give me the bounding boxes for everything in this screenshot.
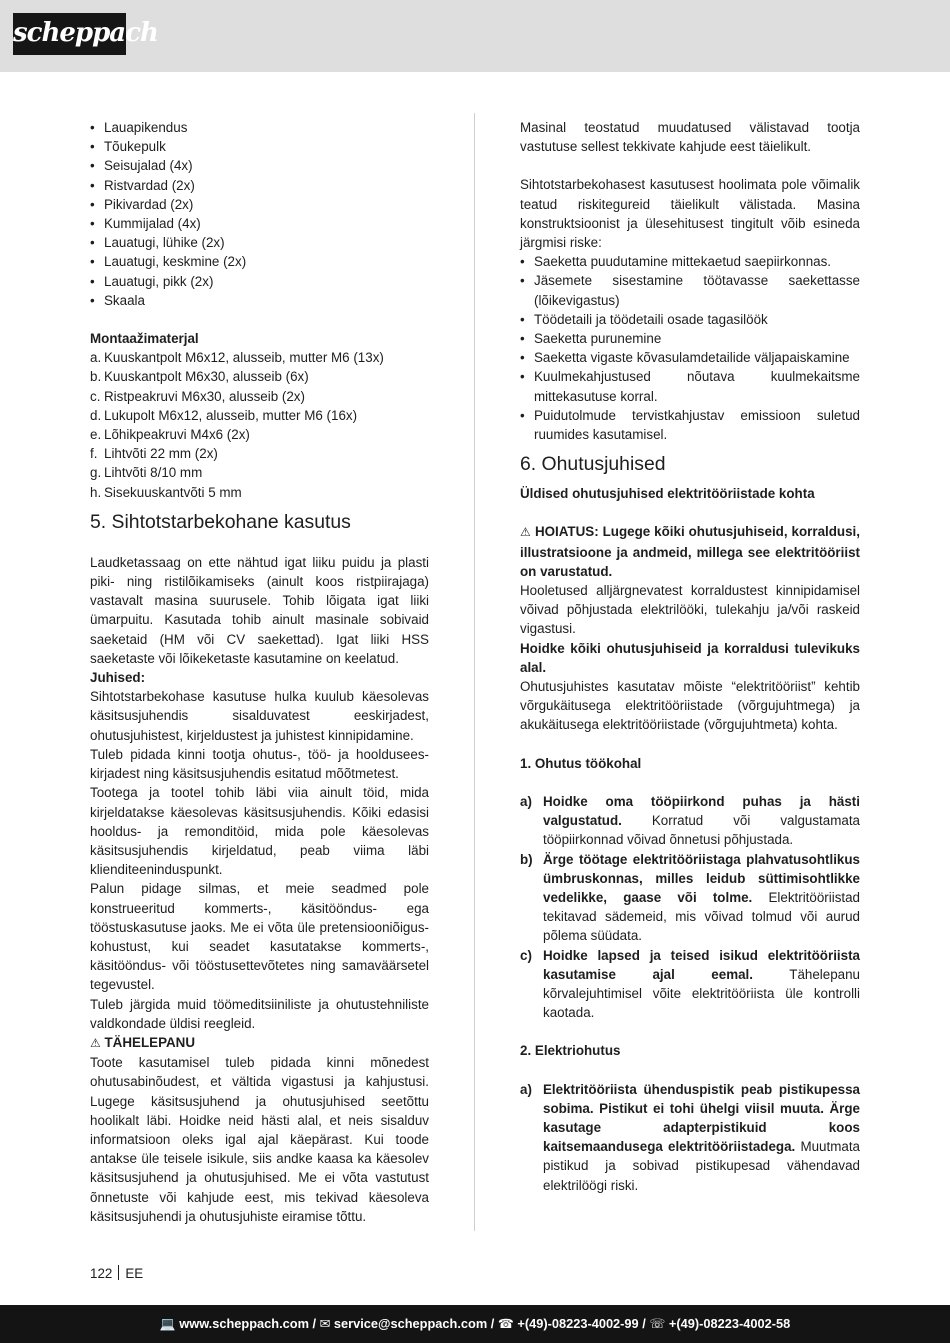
list-marker: a. bbox=[90, 350, 102, 366]
s5-caution: ⚠ TÄHELEPANU bbox=[90, 1034, 196, 1050]
list-text: Elektritööriistad tekitavad sädemeid, mis võivad tolmud või aurud põlema süüdata. bbox=[543, 889, 861, 944]
left-column bbox=[90, 118, 429, 1226]
parts-list-item: • Lauatugi, pikk (2x) bbox=[90, 272, 429, 291]
r-paragraph-2: Sihtotstarbekohasest kasutusest hoolimata pole võimalik teatud riskitegureid täielikult välistada. Masina konstruktsioonist ja ülesehitusest tingitult võib esineda järgmisi riske: bbox=[520, 177, 860, 251]
mount-list-item bbox=[90, 483, 429, 502]
list-marker: b) bbox=[520, 851, 533, 867]
parts-list-item: • Skaala bbox=[90, 291, 429, 310]
mount-list-item bbox=[90, 425, 429, 444]
section6-title: 6. Ohutusjuhised bbox=[520, 453, 666, 476]
parts-list-item: • Seisujalad (4x) bbox=[90, 156, 429, 175]
list-marker: c. bbox=[90, 388, 101, 404]
s5-paragraph-6: Tuleb järgida muid töömeditsiiniliste ja ohutustehniliste valdkondade üldisi reegleid. bbox=[90, 996, 429, 1031]
mount-list-item bbox=[90, 367, 429, 386]
warning-triangle-icon: ⚠ bbox=[520, 525, 531, 540]
list-bold-text: Hoidke oma tööpiirkond puhas ja hästi valgustatud. bbox=[543, 793, 860, 829]
parts-list-item: • Pikivardad (2x) bbox=[90, 195, 429, 214]
safety-list-item bbox=[520, 946, 860, 1023]
list-marker: a) bbox=[520, 793, 532, 809]
parts-list-item: • Ristvardad (2x) bbox=[90, 176, 429, 195]
risk-list-item: • Saeketta vigaste kõvasulamdetailide väljapaiskamine bbox=[520, 348, 860, 367]
list-marker: g. bbox=[90, 465, 102, 481]
parts-list-item: • Kummijalad (4x) bbox=[90, 214, 429, 233]
risk-list-item: • Töödetaili ja töödetaili osade tagasilöök bbox=[520, 310, 860, 329]
computer-icon: 💻 bbox=[159, 1316, 176, 1331]
scheppach-logo: scheppach bbox=[13, 13, 126, 55]
list-marker: a) bbox=[520, 1081, 532, 1097]
page-header bbox=[0, 0, 950, 72]
parts-list bbox=[90, 118, 429, 310]
s6-bold-paragraph: Hoidke kõiki ohutusjuhiseid ja korraldusi tulevikuks alal. bbox=[520, 640, 860, 675]
list-text: Sisekuuskantvõti 5 mm bbox=[104, 484, 242, 500]
s5-paragraph-2: Sihtotstarbekohase kasutuse hulka kuulub käesolevas käsitsusjuhendis sisalduvatest eeskirjadest, ohutusjuhistest, kirjeldustest ja juhistest kinnipidamine. bbox=[90, 689, 429, 743]
right-column bbox=[520, 118, 860, 1195]
list-text: Lihtvõti 22 mm (2x) bbox=[104, 446, 218, 462]
list-text: Kuuskantpolt M6x30, alusseib (6x) bbox=[104, 369, 309, 385]
parts-list-item: • Tõukepulk bbox=[90, 137, 429, 156]
list-marker: h. bbox=[90, 484, 102, 500]
s6-subheading: Üldised ohutusjuhised elektritööriistade kohta bbox=[520, 486, 815, 502]
list-bold-text: Elektritööriista ühenduspistik peab pistikupessa sobima. Pistikut ei tohi ühelgi viisil muuta. Ärge kasutage adapterpistikuid koos kaitsemaandusega elektritööriistadega. bbox=[543, 1081, 860, 1155]
mount-list-item bbox=[90, 463, 429, 482]
safety-list-item bbox=[520, 792, 860, 850]
s5-paragraph-4: Tootega ja tootel tohib läbi viia ainult töid, mida kirjeldatakse käesolevas käsitsusjuhendis. Kõiki edasisi hooldus- ja remonditöid, mida pole käesolevas käsitsusjuhendis kirjeldatud, peab viima läbi klienditeeninduspunkt. bbox=[90, 785, 429, 878]
language-code: EE bbox=[125, 1266, 144, 1281]
safety-list-item bbox=[520, 850, 860, 946]
safety-list-item bbox=[520, 1080, 860, 1195]
page-number: 122 EE bbox=[90, 1266, 144, 1281]
list-marker: f. bbox=[90, 446, 98, 462]
list-text: Lukupolt M6x12, alusseib, mutter M6 (16x) bbox=[104, 407, 358, 423]
list-marker: d. bbox=[90, 407, 102, 423]
footer-contact: www.scheppach.com / ✉ service@scheppach.com / ☎ +(49)-08223-4002-99 / ☏ +(49)-08223-4002-58 bbox=[179, 1316, 791, 1331]
mount-list-item bbox=[90, 406, 429, 425]
s6-warning: ⚠ HOIATUS: Lugege kõiki ohutusjuhiseid, korraldusi, illustratsioone ja andmeid, millega see elektritööriist on varustatud. bbox=[520, 524, 860, 579]
mount-list-item bbox=[90, 444, 429, 463]
list-marker: c) bbox=[520, 947, 532, 963]
list-text: Lihtvõti 8/10 mm bbox=[104, 465, 203, 481]
s5-paragraph-7: Toote kasutamisel tuleb pidada kinni mõnedest ohutusabinõudest, et vältida vigastusi ja kahjustusi. Lugege käsitsusjuhend ja ohutusjuhised seetõttu hoolikalt läbi. Hoidke neid hästi alal, et neis sisalduv informatsioon oleks igal ajal käepärast. Kui toode antakse üle teisele isikule, siis andke kaasa ka käesolev käsitsusjuhend ja ohutusjuhised. Me ei võta vastutust õnnetuste või kahjude eest, mis tekivad käesoleva käsitsusjuhendi ja ohutusjuhiste eiramise tõttu. bbox=[90, 1055, 429, 1224]
risk-list-item: • Saeketta puudutamine mittekaetud saepiirkonnas. bbox=[520, 252, 860, 271]
column-divider bbox=[474, 113, 475, 1231]
list-text: Muutmata pistikud ja sobivad pistikupesad vähendavad elektrilöögi riski. bbox=[543, 1139, 860, 1193]
list-text: Ristpeakruvi M6x30, alusseib (2x) bbox=[104, 388, 305, 404]
mount-list-item bbox=[90, 348, 429, 367]
risk-list-item: • Puidutolmude tervistkahjustav emissioon suletud ruumides kasutamisel. bbox=[520, 406, 860, 444]
s5-paragraph-1: Laudketassaag on ette nähtud igat liiku puidu ja plasti piki- ning ristilõikamiseks (ainult koos ristpiirajaga) vastavalt masina suurusele. Tohib lõigata igat liiki ümarpuitu. Kasutada tohib ainult masinale sobivaid saeketaid (HM või CV saekettad). Igat liiki HSS saeketaste või lõikeketaste kasutamine on keelatud. bbox=[90, 554, 429, 666]
mount-list bbox=[90, 348, 429, 502]
list-text: Lõhikpeakruvi M4x6 (2x) bbox=[104, 427, 250, 443]
electrical-safety-list bbox=[520, 1080, 860, 1195]
page-footer bbox=[0, 1305, 950, 1343]
risk-list-item: • Kuulmekahjustused nõutava kuulmekaitsme mittekasutuse korral. bbox=[520, 367, 860, 405]
s5-paragraph-5: Palun pidage silmas, et meie seadmed pole konstrueeritud kommerts-, käsitööndus- ega tööstuskasutuse jaoks. Me ei võta üle pretensiooniõiguskohustust, kui seadet kasutatakse kommerts-, käsitööndus- või tööstusettevõtetes ning samaväärsetel tegevustel. bbox=[90, 881, 429, 993]
electrical-safety-heading: 2. Elektriohutus bbox=[520, 1043, 621, 1059]
list-marker: b. bbox=[90, 369, 102, 385]
list-text: Tähelepanu kõrvalejuhtimisel võite elektritööriista üle kontrolli kaotada. bbox=[543, 966, 860, 1021]
parts-list-item: • Lauapikendus bbox=[90, 118, 429, 137]
risk-list-item: • Saeketta purunemine bbox=[520, 329, 860, 348]
r-paragraph-1: Masinal teostatud muudatused välistavad tootja vastutuse sellest tekkivate kahjude eest täielikult. bbox=[520, 120, 860, 155]
s5-juhised: Juhised: bbox=[90, 670, 146, 686]
risk-list-item: • Jäsemete sisestamine töötavasse saekettasse (lõikevigastus) bbox=[520, 271, 860, 309]
warning-triangle-icon: ⚠ bbox=[90, 1035, 101, 1050]
list-text: Kuuskantpolt M6x12, alusseib, mutter M6 (13x) bbox=[104, 350, 384, 366]
work-safety-list bbox=[520, 792, 860, 1022]
s6-paragraph-1: Hooletused alljärgnevatest korraldustest kinnipidamisel võivad põhjustada elektrilööki, tulekahju ja/või raskeid vigastusi. bbox=[520, 583, 860, 637]
mount-heading: Montaažimaterjal bbox=[90, 331, 199, 347]
list-text: Korratud või valgustamata tööpiirkonnad võivad õnnetusi põhjustada. bbox=[543, 813, 860, 848]
section5-title: 5. Sihtotstarbekohane kasutus bbox=[90, 510, 351, 533]
page-separator bbox=[118, 1265, 119, 1280]
risk-list bbox=[520, 252, 860, 444]
parts-list-item: • Lauatugi, keskmine (2x) bbox=[90, 252, 429, 271]
work-safety-heading: 1. Ohutus töökohal bbox=[520, 755, 642, 771]
parts-list-item: • Lauatugi, lühike (2x) bbox=[90, 233, 429, 252]
list-bold-text: Ärge töötage elektritööriistaga plahvatusohtlikus ümbruskonnas, milles leidub süttimisohtlikke vedelikke, gaase või tolme. bbox=[543, 851, 860, 905]
list-marker: e. bbox=[90, 427, 102, 443]
s6-paragraph-2: Ohutusjuhistes kasutatav mõiste “elektritööriist” kehtib võrgukäitusega elektritööriistade (võrgujuhtmega) ja akukäitusega elektritööriistade (võrgujuhtmeta) kohta. bbox=[520, 679, 860, 733]
list-bold-text: Hoidke lapsed ja teised isikud elektritööriista kasutamise ajal eemal. bbox=[543, 947, 860, 982]
mount-list-item bbox=[90, 387, 429, 406]
s5-paragraph-3: Tuleb pidada kinni tootja ohutus-, töö- ja hoolduseeskirjadest ning käsitsusjuhendis esitatud mõõtmetest. bbox=[90, 746, 429, 782]
